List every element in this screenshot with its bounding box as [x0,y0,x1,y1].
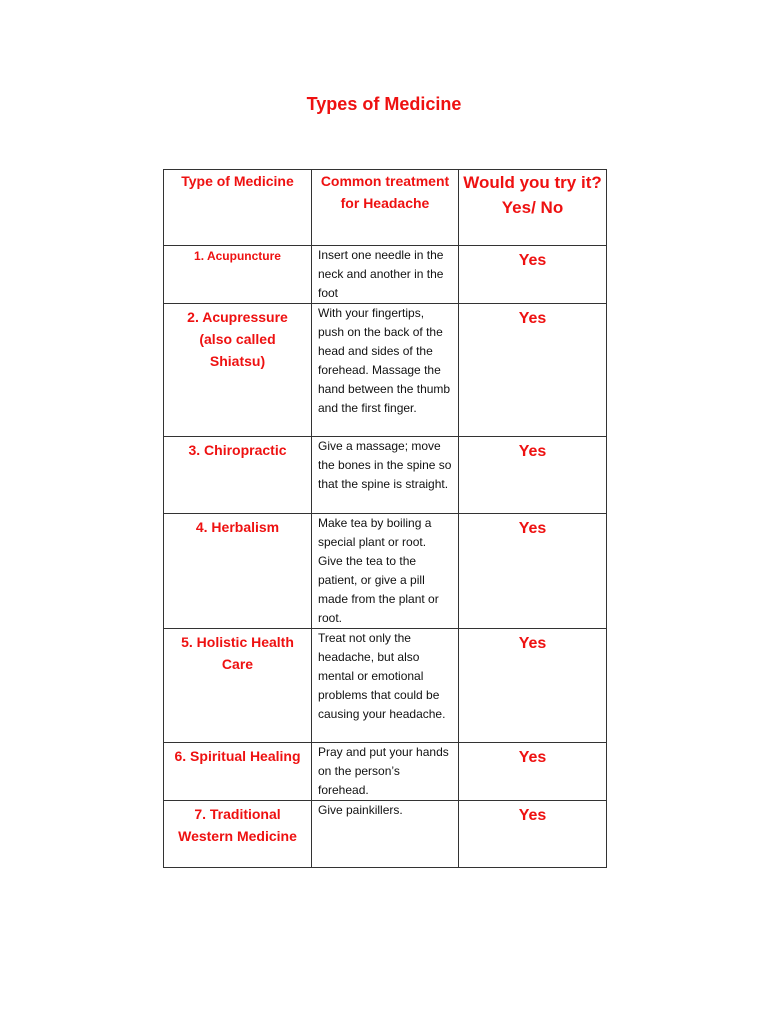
header-would-you-try: Would you try it? Yes/ No [459,170,607,246]
medicine-table [163,169,607,868]
medicine-type: 1. Acupuncture [194,249,281,263]
answer-cell [459,246,607,304]
type-cell [164,801,312,868]
treatment-text: Give a massage; move the bones in the spine so that the spine is straight. [318,439,452,491]
type-cell [164,629,312,743]
type-cell [164,304,312,437]
type-cell [164,246,312,304]
medicine-type: 3. Chiropractic [188,442,287,458]
header-type-of-medicine: Type of Medicine [164,170,312,246]
type-cell [164,743,312,801]
treatment-cell [312,246,459,304]
medicine-type: 2. Acupressure (also called Shiatsu) [187,309,288,369]
treatment-text: Treat not only the headache, but also mental or emotional problems that could be causing your headache. [318,631,446,721]
treatment-cell [312,801,459,868]
treatment-cell [312,304,459,437]
treatment-text: Pray and put your hands on the person’s forehead. [318,745,449,797]
treatment-text: Give painkillers. [318,803,403,817]
medicine-type: 5. Holistic Health Care [181,634,294,672]
medicine-type: 6. Spiritual Healing [174,748,301,764]
answer-text: Yes [518,520,547,537]
table-row [164,743,607,801]
table-row [164,246,607,304]
answer-cell [459,743,607,801]
header-common-treatment: Common treatment for Headache [312,170,459,246]
answer-cell [459,304,607,437]
treatment-cell [312,629,459,743]
treatment-text: With your fingertips, push on the back of the head and sides of the forehead. Massage the hand between the thumb and the first finger. [318,306,451,415]
treatment-cell [312,437,459,514]
answer-text: Yes [518,749,547,766]
table-row [164,304,607,437]
treatment-text: Insert one needle in the neck and another in the foot [318,248,444,300]
table-row [164,629,607,743]
answer-cell [459,437,607,514]
answer-cell [459,801,607,868]
medicine-type: 4. Herbalism [195,519,280,535]
answer-cell [459,514,607,629]
treatment-cell [312,514,459,629]
answer-text: Yes [518,635,547,652]
treatment-cell [312,743,459,801]
answer-text: Yes [518,252,547,269]
answer-cell [459,629,607,743]
page-title: Types of Medicine [306,94,462,114]
answer-text: Yes [518,807,547,824]
table-header-row [164,170,607,246]
table-row [164,514,607,629]
table-row [164,437,607,514]
medicine-type: 7. Traditional Western Medicine [178,806,297,844]
type-cell [164,514,312,629]
answer-text: Yes [518,443,547,460]
treatment-text: Make tea by boiling a special plant or root. Give the tea to the patient, or give a pill made from the plant or root. [318,516,439,625]
answer-text: Yes [518,310,547,327]
type-cell [164,437,312,514]
table-row [164,801,607,868]
